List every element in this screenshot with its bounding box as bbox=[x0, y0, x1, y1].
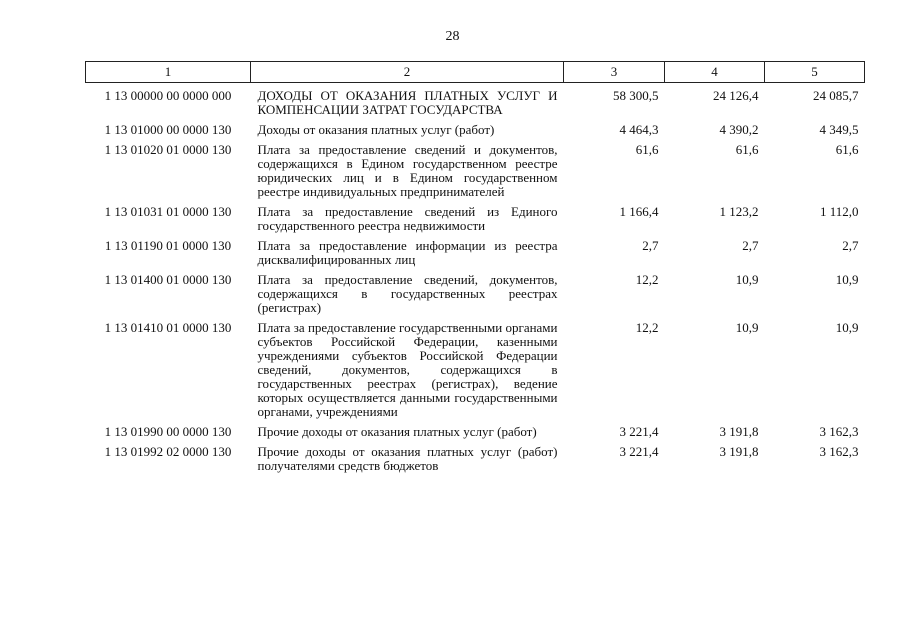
revenue-name: Плата за предоставление государственными органами субъектов Российской Федерации, казенными учреждениями субъектов Российской Федерации сведений, документов, содержащихся в государственных реестрах (регистрах), ведение которых осуществляется данными государственными органами, учреждениями bbox=[257, 320, 558, 419]
value-col4: 1 123,2 bbox=[719, 204, 759, 219]
revenue-name: Плата за предоставление информации из реестра дисквалифицированных лиц bbox=[257, 238, 558, 267]
value-col4: 4 390,2 bbox=[719, 122, 759, 137]
value-col5: 10,9 bbox=[835, 320, 859, 335]
value-col3: 4 464,3 bbox=[619, 122, 659, 137]
value-col3: 12,2 bbox=[635, 320, 659, 335]
budget-code: 1 13 01190 01 0000 130 bbox=[104, 238, 232, 253]
value-col3: 12,2 bbox=[635, 272, 659, 287]
column-header-5: 5 bbox=[765, 62, 865, 83]
value-col5: 1 112,0 bbox=[819, 204, 859, 219]
value-col4: 3 191,8 bbox=[719, 424, 759, 439]
table-row bbox=[86, 123, 865, 143]
value-col4: 2,7 bbox=[742, 238, 759, 253]
value-col5: 61,6 bbox=[835, 142, 859, 157]
budget-code: 1 13 01031 01 0000 130 bbox=[104, 204, 232, 219]
revenue-name: Плата за предоставление сведений, документов, содержащихся в государственных реестрах (регистрах) bbox=[257, 272, 558, 315]
table-row bbox=[86, 83, 865, 124]
budget-code: 1 13 01992 02 0000 130 bbox=[104, 444, 232, 459]
value-col4: 61,6 bbox=[735, 142, 759, 157]
page-number: 28 bbox=[445, 29, 460, 44]
value-col5: 3 162,3 bbox=[819, 424, 859, 439]
table-row bbox=[86, 205, 865, 239]
table-row bbox=[86, 445, 865, 473]
budget-code: 1 13 01020 01 0000 130 bbox=[104, 142, 232, 157]
value-col4: 10,9 bbox=[735, 272, 759, 287]
value-col5: 2,7 bbox=[842, 238, 859, 253]
table-row bbox=[86, 321, 865, 425]
value-col3: 61,6 bbox=[635, 142, 659, 157]
column-header-3: 3 bbox=[564, 62, 665, 83]
column-header-1: 1 bbox=[86, 62, 251, 83]
revenue-name: Плата за предоставление сведений и документов, содержащихся в Едином государственном реестре юридических лиц и в Едином государственном реестре индивидуальных предпринимателей bbox=[257, 142, 558, 199]
table-header-row bbox=[86, 62, 865, 83]
revenue-name: Плата за предоставление сведений из Единого государственного реестра недвижимости bbox=[257, 204, 558, 233]
budget-code: 1 13 01000 00 0000 130 bbox=[104, 122, 232, 137]
value-col4: 10,9 bbox=[735, 320, 759, 335]
budget-code: 1 13 01410 01 0000 130 bbox=[104, 320, 232, 335]
revenue-name: ДОХОДЫ ОТ ОКАЗАНИЯ ПЛАТНЫХ УСЛУГ И КОМПЕНСАЦИИ ЗАТРАТ ГОСУДАРСТВА bbox=[257, 88, 558, 117]
value-col5: 4 349,5 bbox=[819, 122, 859, 137]
table-row bbox=[86, 239, 865, 273]
table-row bbox=[86, 273, 865, 321]
column-header-2: 2 bbox=[251, 62, 564, 83]
value-col3: 2,7 bbox=[642, 238, 659, 253]
revenue-name: Прочие доходы от оказания платных услуг (работ) bbox=[257, 424, 537, 439]
value-col3: 1 166,4 bbox=[619, 204, 659, 219]
value-col5: 10,9 bbox=[835, 272, 859, 287]
value-col5: 3 162,3 bbox=[819, 444, 859, 459]
column-header-4: 4 bbox=[665, 62, 765, 83]
budget-code: 1 13 01400 01 0000 130 bbox=[104, 272, 232, 287]
budget-code: 1 13 01990 00 0000 130 bbox=[104, 424, 232, 439]
revenue-table bbox=[85, 61, 865, 473]
value-col4: 24 126,4 bbox=[713, 88, 759, 103]
value-col4: 3 191,8 bbox=[719, 444, 759, 459]
value-col3: 3 221,4 bbox=[619, 444, 659, 459]
value-col5: 24 085,7 bbox=[813, 88, 859, 103]
revenue-name: Прочие доходы от оказания платных услуг (работ) получателями средств бюджетов bbox=[257, 444, 558, 473]
value-col3: 58 300,5 bbox=[613, 88, 659, 103]
budget-code: 1 13 00000 00 0000 000 bbox=[104, 88, 232, 103]
value-col3: 3 221,4 bbox=[619, 424, 659, 439]
table-row bbox=[86, 143, 865, 205]
table-row bbox=[86, 425, 865, 445]
revenue-name: Доходы от оказания платных услуг (работ) bbox=[257, 122, 495, 137]
